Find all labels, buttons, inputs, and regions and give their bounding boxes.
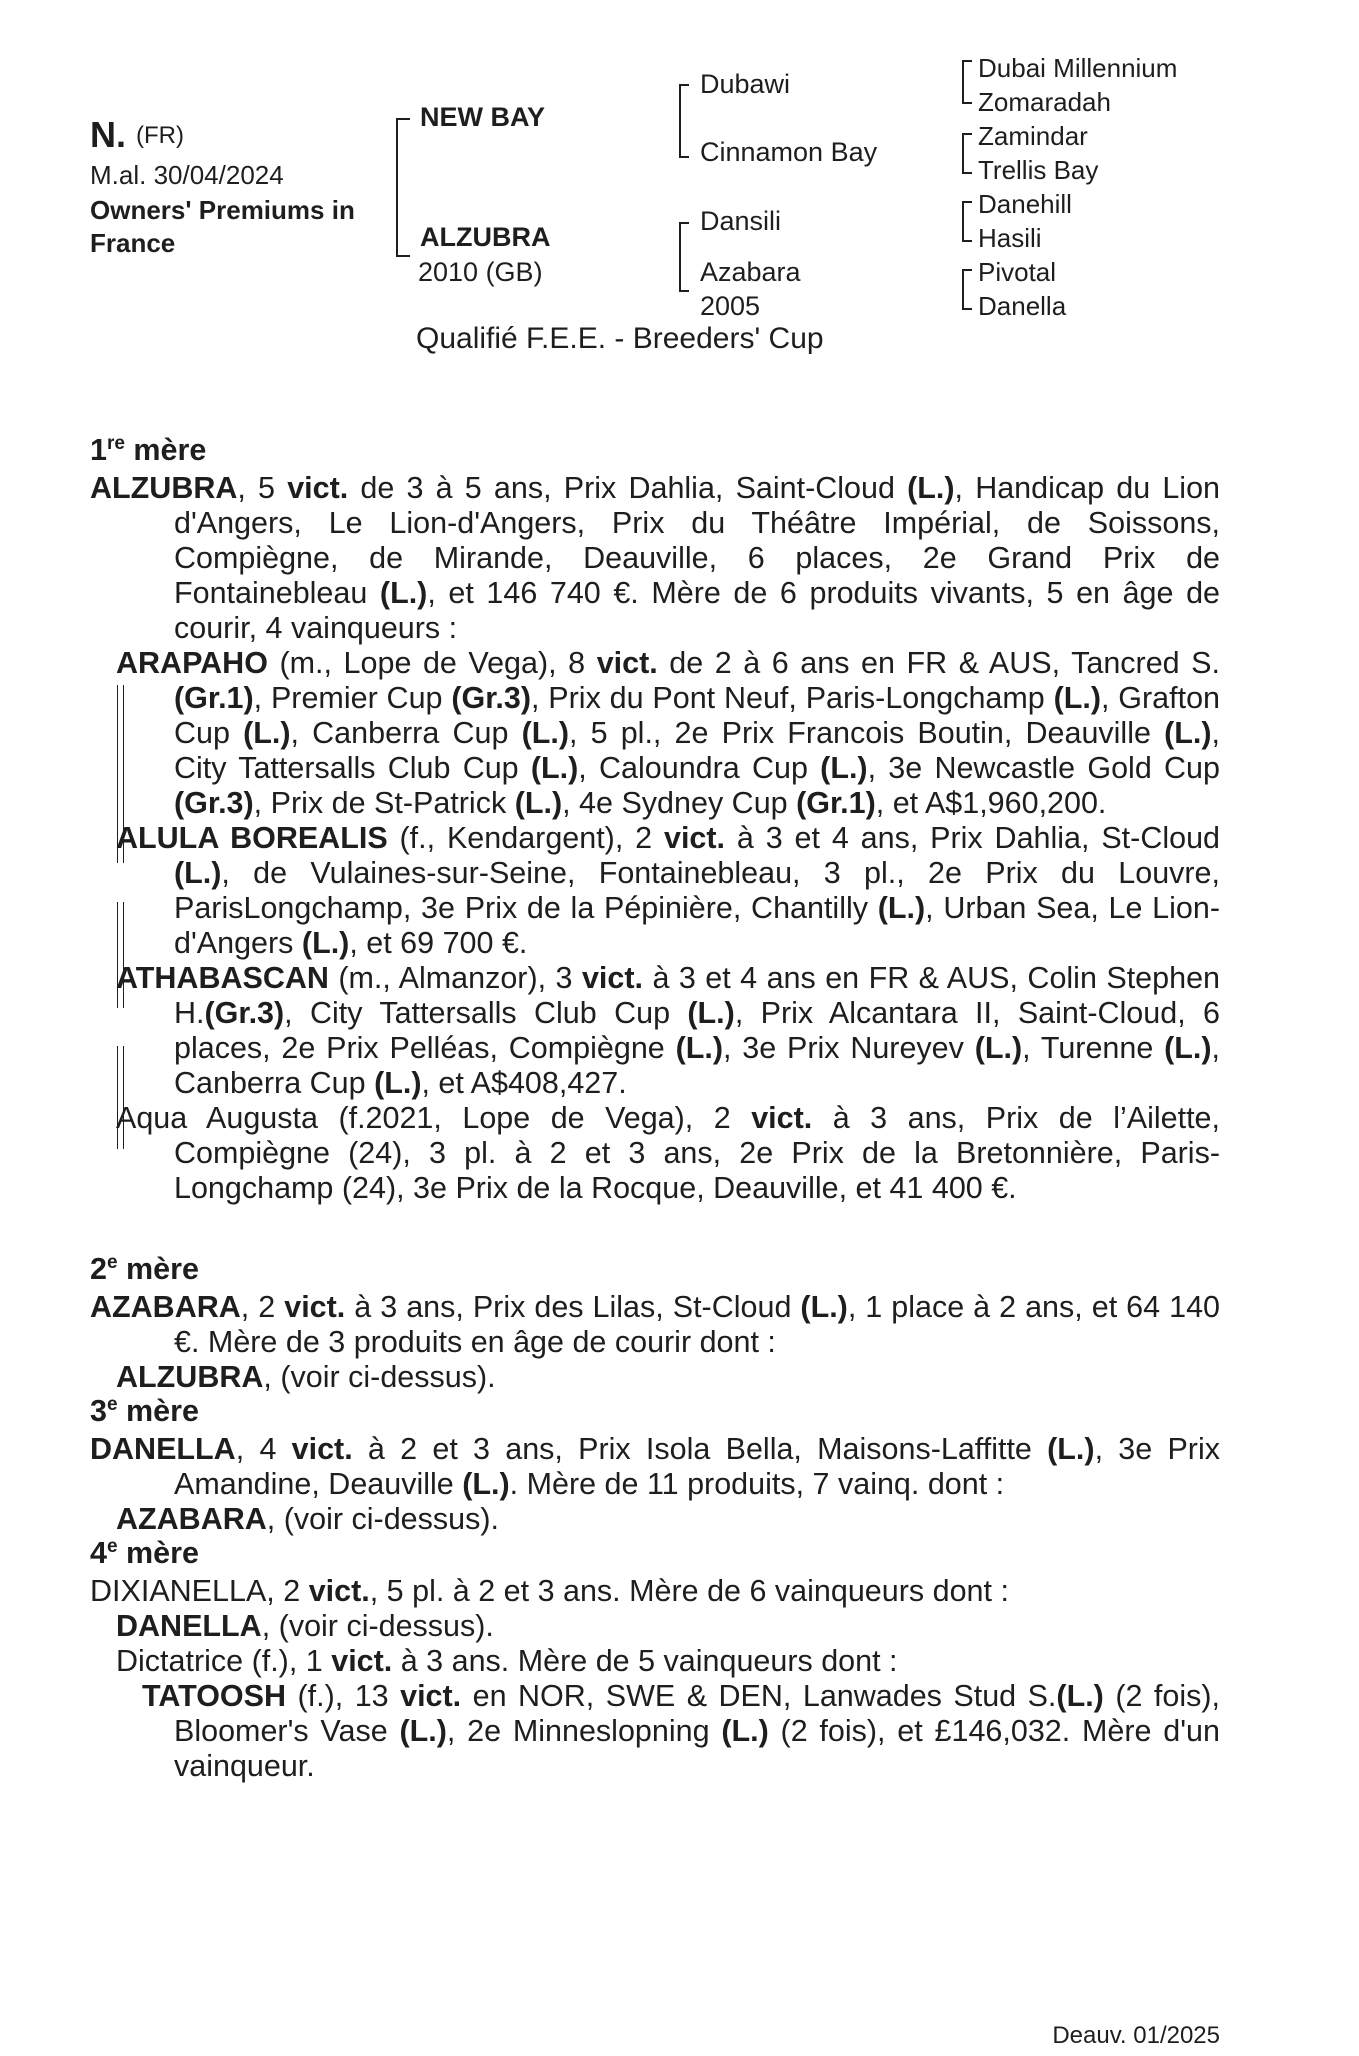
- offspring-athabascan: ATHABASCAN (m., Almanzor), 3 vict. à 3 et 4 ans en FR & AUS, Colin Stephen H.(Gr.3), City Tattersalls Club Cup (L.), Prix Alcantara II, Saint-Cloud, 6 places, 2e Prix Pelléas, Compiègne (L.), 3e Prix Nureyev (L.), Turenne (L.), Canberra Cup (L.), et A$408,427.: [116, 961, 1221, 1100]
- pedigree-bracket-ds: [962, 201, 972, 242]
- offspring-danella-ref: DANELLA, (voir ci-dessus).: [116, 1609, 494, 1643]
- pedigree-ssd: Zomaradah: [978, 87, 1111, 117]
- horse-birth: M.al. 30/04/2024: [90, 160, 284, 190]
- dam-section-1: [90, 471, 1220, 1206]
- page-footer: Deauv. 01/2025: [1052, 2022, 1220, 2049]
- pedigree-dam: ALZUBRA: [420, 222, 551, 252]
- pedigree-sdd: Trellis Bay: [978, 155, 1099, 185]
- pedigree-bracket-dam: [679, 222, 689, 292]
- pedigree-bracket-sire: [679, 84, 689, 158]
- pedigree-dam-year: 2010 (GB): [418, 257, 543, 287]
- offspring-tatoosh: TATOOSH (f.), 13 vict. en NOR, SWE & DEN, Lanwades Stud S.(L.) (2 fois), Bloomer's Vase (L.), 2e Minneslopning (L.) (2 fois), et £146,032. Mère d'un vainqueur.: [142, 1679, 1221, 1783]
- pedigree-dam-sire: Dansili: [700, 206, 782, 236]
- dam-section-4: [90, 1574, 1220, 1784]
- offspring-alula-borealis: ALULA BOREALIS (f., Kendargent), 2 vict. à 3 et 4 ans, Prix Dahlia, St-Cloud (L.), de Vulaines-sur-Seine, Fontainebleau, 3 pl., 2e Prix du Louvre, ParisLongchamp, 3e Prix de la Pépinière, Chantilly (L.), Urban Sea, Le Lion-d'Angers (L.), et 69 700 €.: [116, 821, 1221, 960]
- dam-section-3: [90, 1432, 1220, 1537]
- pedigree-bracket-main: [396, 118, 410, 257]
- horse-country: (FR): [136, 122, 184, 149]
- pedigree-sds: Zamindar: [978, 121, 1088, 151]
- pedigree-dam-dam-year: 2005: [700, 291, 761, 321]
- pedigree-dsd: Hasili: [978, 223, 1042, 253]
- horse-name: [90, 114, 184, 156]
- dam-alzubra-record: ALZUBRA, 5 vict. de 3 à 5 ans, Prix Dahlia, Saint-Cloud (L.), Handicap du Lion d'Angers, Le Lion-d'Angers, Prix du Théâtre Impérial, de Soissons, Compiègne, de Mirande, Deauville, 6 places, 2e Grand Prix de Fontainebleau (L.), et 146 740 €. Mère de 6 produits vivants, 5 en âge de courir, 4 vainqueurs :: [90, 471, 1221, 645]
- pedigree-bracket-sd: [962, 133, 972, 174]
- dam-dixianella-record: DIXIANELLA, 2 vict., 5 pl. à 2 et 3 ans. Mère de 6 vainqueurs dont :: [90, 1574, 1009, 1608]
- offspring-dictatrice: Dictatrice (f.), 1 vict. à 3 ans. Mère de 5 vainqueurs dont :: [116, 1644, 898, 1678]
- heading-1re-mere: 1re mère: [90, 433, 207, 468]
- heading-4e-mere: 4e mère: [90, 1536, 199, 1571]
- premium-line-2: France: [90, 228, 176, 258]
- heading-2e-mere: 2e mère: [90, 1252, 199, 1287]
- dam-danella-record: DANELLA, 4 vict. à 2 et 3 ans, Prix Isola Bella, Maisons-Laffitte (L.), 3e Prix Amandine, Deauville (L.). Mère de 11 produits, 7 vainq. dont :: [90, 1432, 1220, 1501]
- dam-section-2: [90, 1290, 1220, 1395]
- dam-azabara-record: AZABARA, 2 vict. à 3 ans, Prix des Lilas, St-Cloud (L.), 1 place à 2 ans, et 64 140 €. Mère de 3 produits en âge de courir dont :: [90, 1290, 1220, 1359]
- pedigree-sire-sire: Dubawi: [700, 69, 791, 99]
- qualification-note: Qualifié F.E.E. - Breeders' Cup: [416, 322, 824, 355]
- premium-line-1: Owners' Premiums in: [90, 195, 355, 225]
- heading-3e-mere: 3e mère: [90, 1394, 199, 1429]
- pedigree-bracket-ss: [962, 60, 972, 104]
- pedigree-dss: Danehill: [978, 189, 1072, 219]
- horse-name-text: N.: [90, 114, 126, 155]
- pedigree-bracket-dd: [962, 269, 972, 310]
- pedigree-sss: Dubai Millennium: [978, 53, 1178, 83]
- pedigree-sire: NEW BAY: [420, 102, 546, 132]
- pedigree-dam-dam: Azabara: [700, 257, 801, 287]
- offspring-alzubra-ref: ALZUBRA, (voir ci-dessus).: [116, 1360, 496, 1394]
- pedigree-ddd: Danella: [978, 291, 1067, 321]
- offspring-arapaho: ARAPAHO (m., Lope de Vega), 8 vict. de 2 à 6 ans en FR & AUS, Tancred S.(Gr.1), Premier Cup (Gr.3), Prix du Pont Neuf, Paris-Longchamp (L.), Grafton Cup (L.), Canberra Cup (L.), 5 pl., 2e Prix Francois Boutin, Deauville (L.), City Tattersalls Club Cup (L.), Caloundra Cup (L.), 3e Newcastle Gold Cup (Gr.3), Prix de St-Patrick (L.), 4e Sydney Cup (Gr.1), et A$1,960,200.: [116, 646, 1221, 820]
- pedigree-dds: Pivotal: [978, 257, 1057, 287]
- offspring-aqua-augusta: Aqua Augusta (f.2021, Lope de Vega), 2 vict. à 3 ans, Prix de l’Ailette, Compiègne (24), 3 pl. à 2 et 3 ans, 2e Prix de la Bretonnière, Paris-Longchamp (24), 3e Prix de la Rocque, Deauville, et 41 400 €.: [116, 1101, 1220, 1205]
- pedigree-sire-dam: Cinnamon Bay: [700, 137, 878, 167]
- offspring-azabara-ref: AZABARA, (voir ci-dessus).: [116, 1502, 499, 1536]
